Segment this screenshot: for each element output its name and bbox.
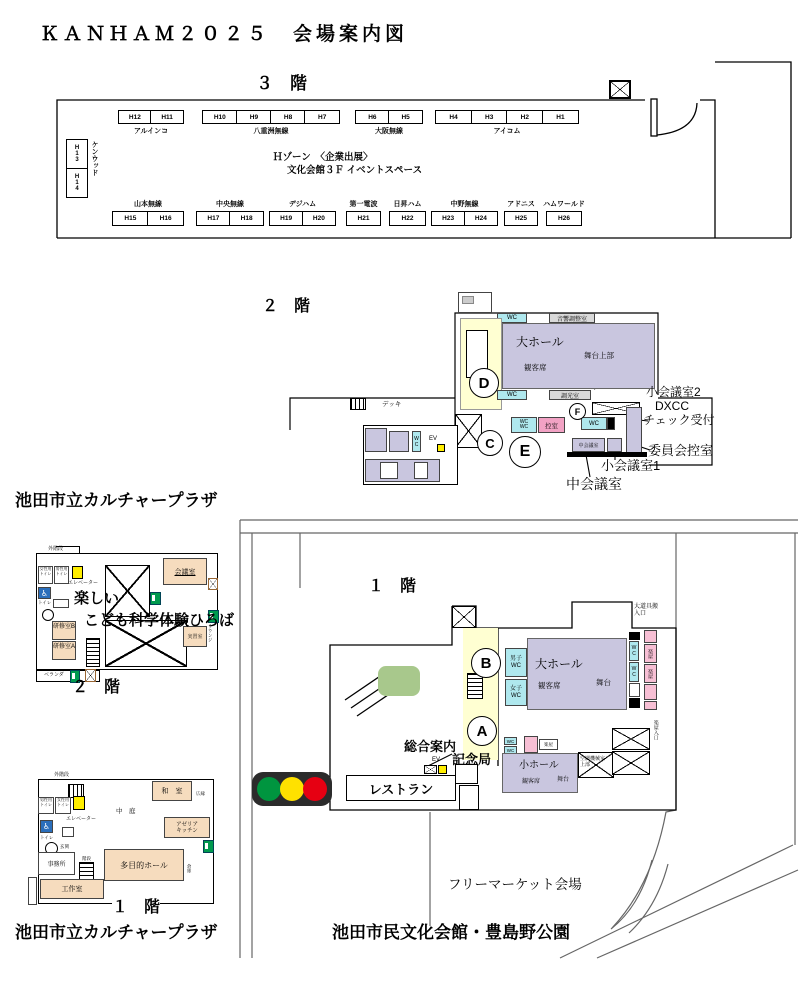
booth-group xyxy=(196,211,264,226)
overlay-text-2: こども科学体験ひろば xyxy=(84,612,235,629)
booth-cell: H5 xyxy=(388,110,423,124)
booth-cell: H14 xyxy=(66,168,88,198)
booth-cell: H12 xyxy=(118,110,152,124)
booth-group xyxy=(435,110,579,124)
stage-label: 舞台 xyxy=(557,777,570,783)
hvac-label: 空調機械室 上部 xyxy=(580,756,606,768)
storage-label: 倉庫 xyxy=(187,864,193,873)
dressing-room-box xyxy=(644,701,657,710)
wc-room: WC xyxy=(629,662,639,682)
booth-group xyxy=(346,211,381,226)
booth-group-label: 八重洲無線 xyxy=(253,128,289,135)
elevator-box xyxy=(73,796,85,810)
emergency-exit-icon xyxy=(150,592,161,605)
booth-group-label: アイコム xyxy=(493,128,521,135)
booth-group-label: デジハム xyxy=(288,201,317,208)
toilet-label: トイレ xyxy=(40,835,54,840)
annotation-small-meeting2: 小会議室2 xyxy=(646,385,701,399)
wc-room: WC xyxy=(581,417,607,430)
stairs-cross-box xyxy=(424,765,437,774)
zone-circle-a: A xyxy=(467,716,497,746)
plaza-name-heading: 池田市立カルチャープラザ xyxy=(15,491,218,510)
booth-group-label: 中央無線 xyxy=(216,201,244,208)
training-room-b: 研修室B xyxy=(52,621,76,640)
booth-cell: H10 xyxy=(202,110,238,124)
zone-circle-d: D xyxy=(469,368,499,398)
booth-cell: H20 xyxy=(302,211,336,226)
booth-cell: H16 xyxy=(147,211,184,226)
annotation-committee: 委員会控室 xyxy=(648,443,714,458)
wc-label: WC xyxy=(519,419,529,425)
booth-group xyxy=(389,211,426,226)
plaza-1f-heading: １ 階 xyxy=(112,899,161,916)
toilet-label: トイレ xyxy=(38,600,52,605)
veranda-label: ベランダ xyxy=(44,672,64,678)
west-room-inner xyxy=(380,462,398,479)
booth-cell: H24 xyxy=(464,211,498,226)
annotation-small-meeting1: 小会議室1 xyxy=(601,458,661,473)
entrance-circle xyxy=(42,609,54,621)
zone-circle-c: C xyxy=(477,430,503,456)
japanese-room: 和 室 xyxy=(152,781,192,801)
booth-group xyxy=(431,211,498,226)
booth-group-label: 山本無線 xyxy=(134,201,162,208)
booth-group xyxy=(118,110,184,124)
booth-group xyxy=(355,110,423,124)
floor3-heading: ３ 階 xyxy=(256,74,307,93)
booth-cell: H11 xyxy=(150,110,184,124)
annotation-dxcc: DXCC xyxy=(655,399,690,413)
plaza-name-footer: 池田市立カルチャープラザ xyxy=(15,923,218,942)
stairs-cross-box xyxy=(208,578,218,590)
practice-room: 実習室 xyxy=(183,626,207,647)
main-hall-label: 大ホール xyxy=(516,335,564,349)
booth-cell: H26 xyxy=(546,211,582,226)
waiting-room: 控室 xyxy=(538,417,565,433)
traffic-light-icon xyxy=(252,772,332,806)
booth-cell: H1 xyxy=(542,110,579,124)
booth-cell: H23 xyxy=(431,211,465,226)
hall-name-footer: 池田市民文化会館・豊島野公園 xyxy=(332,923,570,942)
duct-block xyxy=(607,417,615,430)
booth-cell: H21 xyxy=(346,211,381,226)
annotation-mid-meeting: 中会議室 xyxy=(566,476,622,492)
booth-group-label: アルインコ xyxy=(133,128,169,135)
mid-meeting-room: 中会議室 xyxy=(572,438,605,452)
stair-landing-detail xyxy=(462,296,474,304)
wall-thick xyxy=(567,452,647,457)
booth-group-label: 第一電波 xyxy=(349,201,378,208)
booth-group xyxy=(504,211,538,226)
prop-entrance-label: 大道具搬入口 xyxy=(634,604,659,617)
elevator-box xyxy=(437,444,445,452)
booth-cell: H17 xyxy=(196,211,231,226)
page-title: ＫＡＮＨＡＭ２０２５ 会場案内図 xyxy=(40,24,409,45)
deck-steps-icon xyxy=(350,398,366,410)
wc-men-box: 男性用トイレ xyxy=(54,566,69,584)
stage-upper-label: 舞台上部 xyxy=(584,351,614,360)
emergency-exit-icon xyxy=(203,840,214,853)
booth-group-label: アドニス xyxy=(507,201,535,208)
west-room-inner xyxy=(414,462,428,479)
small-hall-label: 小ホール xyxy=(519,760,559,771)
booth-group-label: 大阪無線 xyxy=(375,128,403,135)
stairs-label: 階段 xyxy=(82,856,91,861)
wc-room: WC xyxy=(504,737,517,745)
dimmer-room: 調光室 xyxy=(549,390,591,400)
booth-cell: H25 xyxy=(504,211,538,226)
flea-market-label: フリーマーケット会場 xyxy=(448,877,582,892)
elevator-label: EV xyxy=(429,436,438,442)
booth-cell: H7 xyxy=(304,110,340,124)
accessible-toilet-icon: ♿ xyxy=(38,587,51,599)
main-hall-2f xyxy=(502,323,655,389)
dressing-room-box: 楽屋 xyxy=(539,739,558,750)
wc-room: WC xyxy=(504,746,517,754)
booth-cell: H13 xyxy=(66,139,88,169)
wc-room: WC xyxy=(629,641,639,661)
escalator-icon xyxy=(609,80,631,99)
stairs-cross-box xyxy=(452,606,476,628)
booth-group-label: ケンウッド xyxy=(91,141,99,176)
duct-block xyxy=(629,698,640,708)
small-hall xyxy=(502,753,578,793)
traffic-light-green xyxy=(257,777,281,801)
azelea-kitchen: アゼリア キッチン xyxy=(164,817,210,838)
booth-cell: H8 xyxy=(270,110,306,124)
west-room xyxy=(365,428,387,452)
plaza-2f-heading: ２ 階 xyxy=(72,679,121,696)
booth-cell: H9 xyxy=(236,110,272,124)
small-room-box xyxy=(53,599,69,608)
workshop-room: 工作室 xyxy=(40,879,104,899)
stairs-icon xyxy=(86,638,100,667)
meeting-room: 会議室 xyxy=(163,558,207,585)
wc-women-box: 女性用トイレ xyxy=(55,797,71,814)
elevator-label: エレベーター xyxy=(68,580,99,586)
west-room xyxy=(389,431,409,452)
outside-stairs-label: 外階段 xyxy=(54,772,70,778)
outside-stairs-label: 外階段 xyxy=(48,546,64,552)
wc-label: WC xyxy=(519,424,529,430)
lounge-label: ラウンジ xyxy=(208,624,214,642)
main-hall-label: 大ホール xyxy=(535,657,583,671)
stairs-cross-box xyxy=(612,728,650,750)
dressing-entrance-label: 楽屋入口 xyxy=(652,720,659,740)
booth-group xyxy=(546,211,582,226)
elevator-label: エレベーター xyxy=(66,816,97,822)
zone-circle-e: E xyxy=(509,436,541,468)
courtyard-label: 中 庭 xyxy=(116,808,136,815)
booth-cell: H2 xyxy=(506,110,543,124)
booth-cell: H22 xyxy=(389,211,426,226)
wc-double xyxy=(511,417,537,433)
booth-group-label: 日昇ハム xyxy=(393,201,422,208)
booth-group xyxy=(269,211,336,226)
seats-label: 観客席 xyxy=(524,363,547,372)
floor2-heading: ２ 階 xyxy=(262,298,311,315)
sound-control-room: 音響調整室 xyxy=(549,313,595,323)
booth-cell: H4 xyxy=(435,110,472,124)
memorial-station-label: 記念局 xyxy=(452,752,492,767)
wc-men-box: 男性用トイレ xyxy=(38,797,54,814)
vestibule-box xyxy=(459,785,479,810)
deck-label: デッキ xyxy=(382,401,402,408)
zone-circle-f: F xyxy=(569,403,586,420)
zone-caption: Ｈゾーン 〈企業出展〉 xyxy=(273,152,373,163)
zone-circle-b: B xyxy=(471,648,501,678)
service-box xyxy=(629,683,640,697)
wc-room: WC xyxy=(412,431,421,452)
dressing-room-box xyxy=(524,736,538,753)
accessible-toilet-icon: ♿ xyxy=(40,820,53,833)
info-label: 総合案内 xyxy=(404,739,457,754)
main-hall-1f xyxy=(527,638,627,710)
wc-women-box: 女性用トイレ xyxy=(38,566,53,584)
booth-group xyxy=(202,110,340,124)
booth-cell: H19 xyxy=(269,211,303,226)
duct-block xyxy=(629,632,640,640)
wc-room: WC xyxy=(497,390,527,400)
training-room-a: 研修室A xyxy=(52,641,76,660)
elevator-label: EV xyxy=(432,757,441,763)
dressing-room-box: 楽屋 xyxy=(644,644,657,663)
small-room-box xyxy=(62,827,74,837)
wc-room: WC xyxy=(497,313,527,323)
traffic-light-red xyxy=(303,777,327,801)
multi-purpose-hall: 多目的ホール xyxy=(104,849,184,881)
booth-cell: H6 xyxy=(355,110,390,124)
seats-label: 観客席 xyxy=(522,779,541,785)
overlay-text-1: 楽しい xyxy=(74,590,120,607)
veranda-label: 広縁 xyxy=(196,791,205,796)
stage-label: 舞台 xyxy=(596,678,611,687)
annotation-check-desk: チェック受付 xyxy=(643,413,715,427)
office-room: 事務所 xyxy=(38,852,75,875)
wc-men-room: 男子WC xyxy=(505,648,527,677)
small-meeting-room-1 xyxy=(607,438,622,452)
dressing-room-box: 楽屋 xyxy=(644,664,657,683)
dressing-room-box xyxy=(644,684,657,700)
traffic-light-yellow xyxy=(280,777,304,801)
elevator-box xyxy=(438,765,447,774)
entrance-label: 玄関 xyxy=(60,844,69,849)
booth-group-label: 中野無線 xyxy=(450,201,479,208)
booth-cell: H18 xyxy=(229,211,264,226)
stairs-cross-box xyxy=(612,751,650,775)
wc-women-room: 女子WC xyxy=(505,679,527,706)
lawn-patch xyxy=(378,666,420,696)
booth-cell: H3 xyxy=(471,110,508,124)
dressing-room-box xyxy=(644,630,657,643)
elevator-box xyxy=(72,566,83,579)
booth-group xyxy=(112,211,184,226)
booth-cell: H15 xyxy=(112,211,149,226)
restaurant-box: レストラン xyxy=(346,775,456,801)
booth-group-label: ハムワールド xyxy=(543,201,585,208)
zone-caption: 文化会館３Ｆ イベントスペース xyxy=(287,165,423,176)
floor1-heading: １ 階 xyxy=(368,578,417,595)
small-room-box xyxy=(28,877,37,905)
seats-label: 観客席 xyxy=(538,681,561,690)
west-room-row xyxy=(365,459,440,482)
small-meeting-room-2 xyxy=(626,407,642,453)
